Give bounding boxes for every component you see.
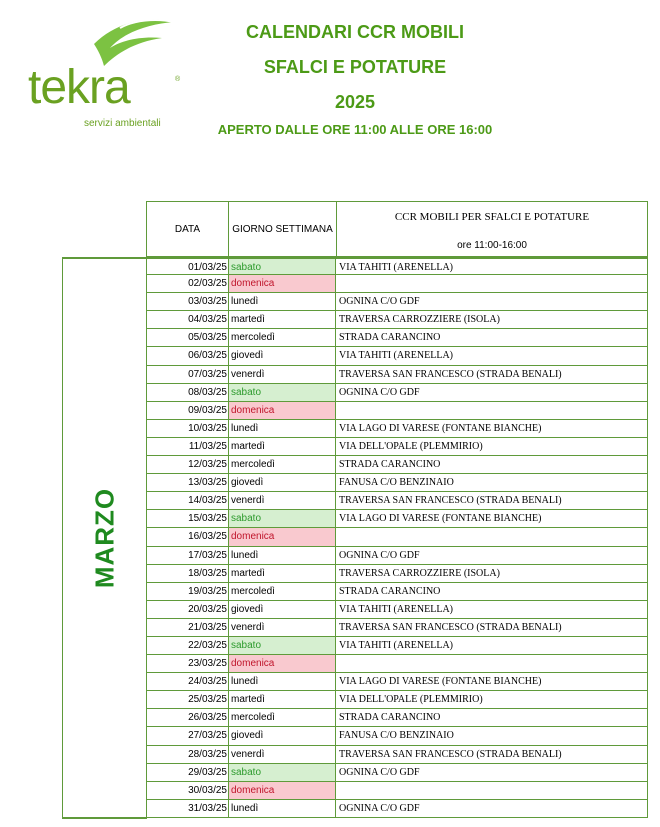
header-location-title: CCR MOBILI PER SFALCI E POTATURE (394, 211, 590, 223)
row-date: 20/03/25 (146, 601, 229, 619)
row-location: OGNINA C/O GDF (335, 547, 648, 565)
row-weekday: domenica (228, 528, 336, 546)
row-weekday: giovedì (228, 347, 336, 365)
table-row (146, 655, 648, 673)
row-weekday: giovedì (228, 474, 336, 492)
row-location: VIA DELL'OPALE (PLEMMIRIO) (335, 438, 648, 456)
row-location: OGNINA C/O GDF (335, 764, 648, 782)
row-location: STRADA CARANCINO (335, 456, 648, 474)
row-location (335, 782, 648, 800)
row-weekday: martedì (228, 691, 336, 709)
row-weekday: mercoledì (228, 456, 336, 474)
table-row (146, 601, 648, 619)
table-row (146, 420, 648, 438)
page-title: CALENDARI CCR MOBILI (246, 22, 464, 42)
row-weekday: lunedì (228, 673, 336, 691)
row-date: 01/03/25 (146, 257, 229, 275)
row-date: 18/03/25 (146, 565, 229, 583)
row-weekday: martedì (228, 311, 336, 329)
row-location: OGNINA C/O GDF (335, 384, 648, 402)
row-weekday: domenica (228, 402, 336, 420)
table-row (146, 528, 648, 546)
row-location: TRAVERSA SAN FRANCESCO (STRADA BENALI) (335, 746, 648, 764)
row-location: VIA LAGO DI VARESE (FONTANE BIANCHE) (335, 673, 648, 691)
row-weekday: lunedì (228, 420, 336, 438)
row-weekday: martedì (228, 565, 336, 583)
row-weekday: sabato (228, 257, 336, 275)
row-location (335, 528, 648, 546)
logo-wordmark: tekra (28, 61, 130, 114)
row-date: 17/03/25 (146, 547, 229, 565)
row-location: VIA TAHITI (ARENELLA) (335, 347, 648, 365)
row-weekday: martedì (228, 438, 336, 456)
row-date: 05/03/25 (146, 329, 229, 347)
table-row (146, 637, 648, 655)
logo-tagline: servizi ambientali (84, 118, 161, 129)
table-row (146, 547, 648, 565)
row-location (335, 275, 648, 293)
row-location: TRAVERSA SAN FRANCESCO (STRADA BENALI) (335, 619, 648, 637)
row-weekday: lunedì (228, 800, 336, 818)
row-weekday: mercoledì (228, 583, 336, 601)
header-location (336, 201, 648, 257)
row-date: 19/03/25 (146, 583, 229, 601)
table-row (146, 438, 648, 456)
registered-mark: ® (175, 76, 181, 83)
row-date: 16/03/25 (146, 528, 229, 546)
table-row (146, 565, 648, 583)
row-location: VIA TAHITI (ARENELLA) (335, 637, 648, 655)
row-date: 29/03/25 (146, 764, 229, 782)
row-date: 22/03/25 (146, 637, 229, 655)
row-weekday: venerdì (228, 619, 336, 637)
row-location: VIA DELL'OPALE (PLEMMIRIO) (335, 691, 648, 709)
table-row (146, 293, 648, 311)
table-row (146, 709, 648, 727)
row-date: 10/03/25 (146, 420, 229, 438)
row-date: 24/03/25 (146, 673, 229, 691)
row-date: 27/03/25 (146, 727, 229, 745)
row-date: 31/03/25 (146, 800, 229, 818)
row-location: FANUSA C/O BENZINAIO (335, 727, 648, 745)
row-date: 23/03/25 (146, 655, 229, 673)
row-weekday: venerdì (228, 366, 336, 384)
table-row (146, 764, 648, 782)
table-row (146, 384, 648, 402)
month-label: MARZO (89, 487, 119, 589)
row-date: 12/03/25 (146, 456, 229, 474)
row-location: STRADA CARANCINO (335, 709, 648, 727)
row-date: 21/03/25 (146, 619, 229, 637)
row-date: 08/03/25 (146, 384, 229, 402)
month-column (62, 257, 147, 819)
row-date: 11/03/25 (146, 438, 229, 456)
table-row (146, 257, 648, 275)
row-location: OGNINA C/O GDF (335, 293, 648, 311)
row-date: 03/03/25 (146, 293, 229, 311)
row-location: FANUSA C/O BENZINAIO (335, 474, 648, 492)
row-location: TRAVERSA SAN FRANCESCO (STRADA BENALI) (335, 492, 648, 510)
table-row (146, 619, 648, 637)
row-weekday: giovedì (228, 727, 336, 745)
tekra-logo (24, 14, 184, 129)
row-date: 07/03/25 (146, 366, 229, 384)
row-location: TRAVERSA CARROZZIERE (ISOLA) (335, 565, 648, 583)
row-location: TRAVERSA SAN FRANCESCO (STRADA BENALI) (335, 366, 648, 384)
row-date: 04/03/25 (146, 311, 229, 329)
table-row (146, 673, 648, 691)
table-row (146, 492, 648, 510)
row-date: 15/03/25 (146, 510, 229, 528)
table-row (146, 474, 648, 492)
row-date: 14/03/25 (146, 492, 229, 510)
table-row (146, 800, 648, 818)
table-row (146, 746, 648, 764)
table-row (146, 782, 648, 800)
table-row (146, 275, 648, 293)
row-date: 09/03/25 (146, 402, 229, 420)
row-weekday: sabato (228, 384, 336, 402)
row-location: OGNINA C/O GDF (335, 800, 648, 818)
row-weekday: venerdì (228, 492, 336, 510)
opening-hours: APERTO DALLE ORE 11:00 ALLE ORE 16:00 (217, 122, 493, 137)
row-weekday: giovedì (228, 601, 336, 619)
row-date: 25/03/25 (146, 691, 229, 709)
row-weekday: mercoledì (228, 329, 336, 347)
row-weekday: sabato (228, 510, 336, 528)
page-year: 2025 (334, 92, 376, 112)
row-weekday: sabato (228, 764, 336, 782)
table-row (146, 727, 648, 745)
row-weekday: domenica (228, 275, 336, 293)
row-location: VIA LAGO DI VARESE (FONTANE BIANCHE) (335, 420, 648, 438)
table-row (146, 347, 648, 365)
table-row (146, 366, 648, 384)
row-date: 02/03/25 (146, 275, 229, 293)
row-date: 28/03/25 (146, 746, 229, 764)
table-body (146, 257, 648, 818)
row-weekday: mercoledì (228, 709, 336, 727)
header-date: DATA (146, 201, 229, 257)
row-weekday: lunedì (228, 547, 336, 565)
row-location: STRADA CARANCINO (335, 329, 648, 347)
row-location: TRAVERSA CARROZZIERE (ISOLA) (335, 311, 648, 329)
row-date: 06/03/25 (146, 347, 229, 365)
schedule-table (62, 201, 648, 819)
header-location-hours: ore 11:00-16:00 (457, 240, 527, 251)
row-location: STRADA CARANCINO (335, 583, 648, 601)
row-weekday: venerdì (228, 746, 336, 764)
table-row (146, 691, 648, 709)
row-location (335, 655, 648, 673)
table-row (146, 510, 648, 528)
table-row (146, 456, 648, 474)
row-date: 26/03/25 (146, 709, 229, 727)
row-location: VIA LAGO DI VARESE (FONTANE BIANCHE) (335, 510, 648, 528)
row-weekday: domenica (228, 782, 336, 800)
header-weekday: GIORNO SETTIMANA (228, 201, 337, 257)
page-subtitle: SFALCI E POTATURE (263, 57, 447, 77)
row-weekday: domenica (228, 655, 336, 673)
row-date: 30/03/25 (146, 782, 229, 800)
row-weekday: lunedì (228, 293, 336, 311)
row-location: VIA TAHITI (ARENELLA) (335, 257, 648, 275)
table-row (146, 311, 648, 329)
table-row (146, 402, 648, 420)
row-weekday: sabato (228, 637, 336, 655)
row-location: VIA TAHITI (ARENELLA) (335, 601, 648, 619)
row-location (335, 402, 648, 420)
table-row (146, 583, 648, 601)
row-date: 13/03/25 (146, 474, 229, 492)
table-row (146, 329, 648, 347)
